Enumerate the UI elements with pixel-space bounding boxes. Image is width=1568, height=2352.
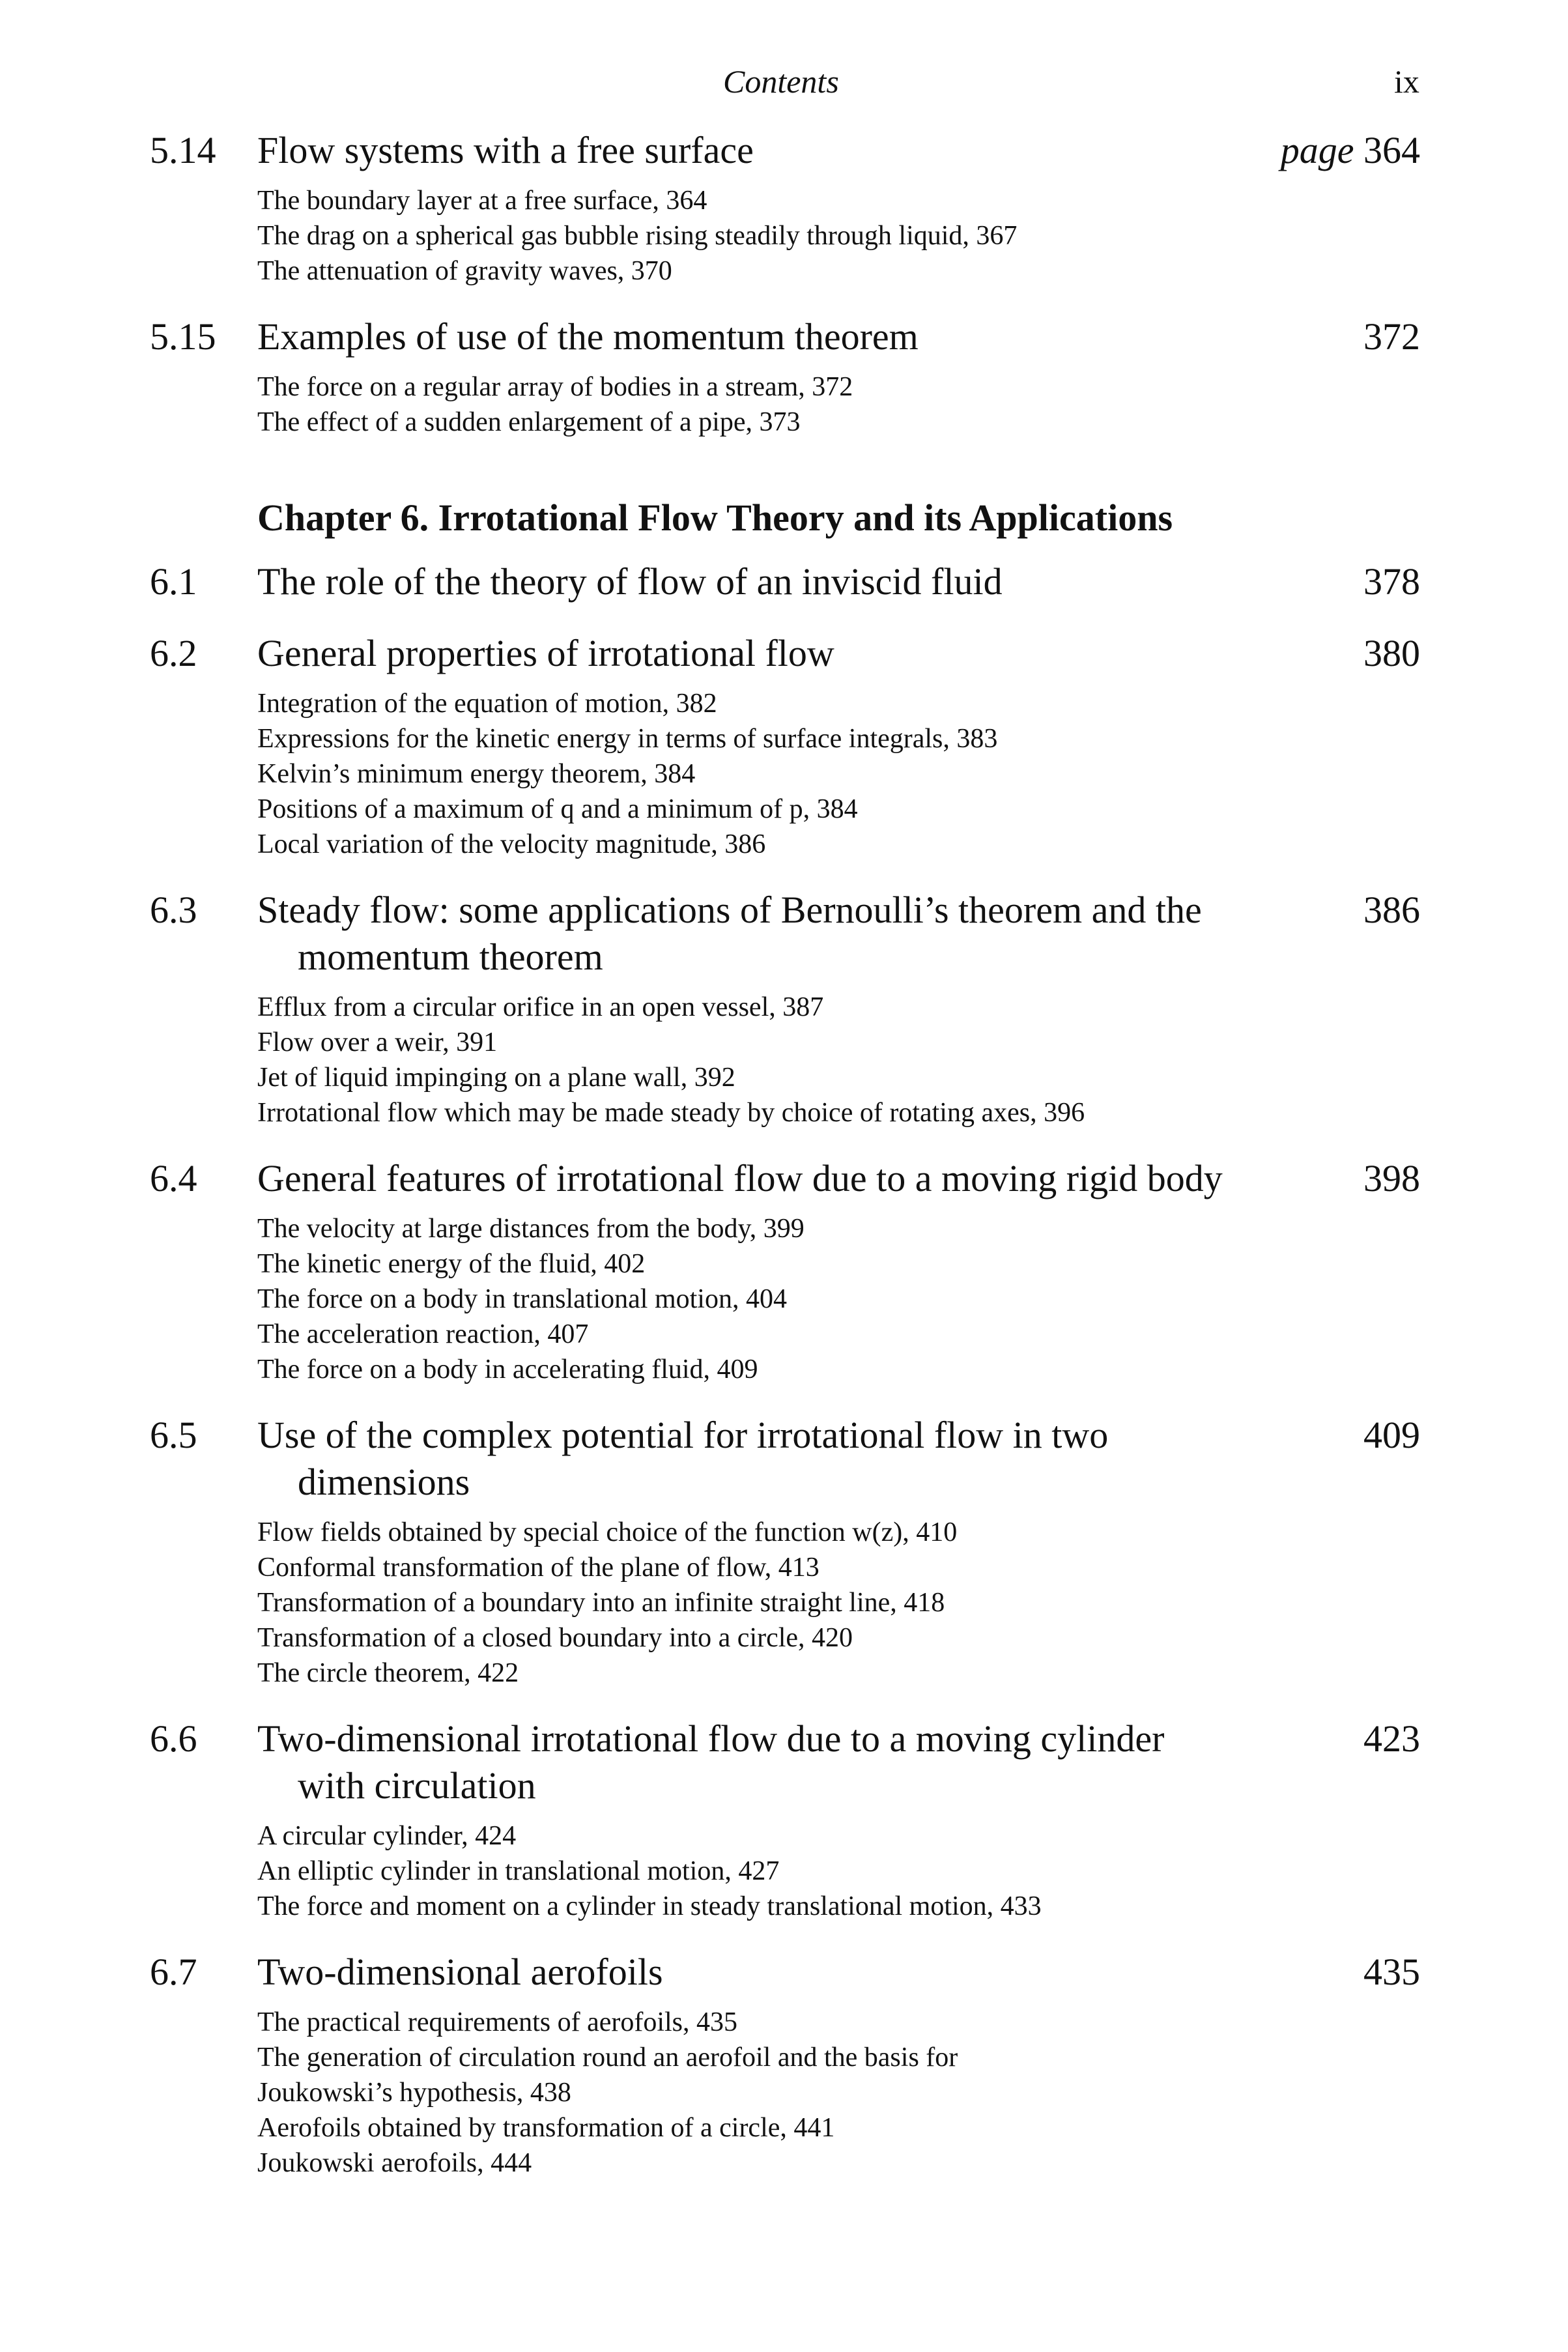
- subsection-entry: Expressions for the kinetic energy in terms of surface integrals, 383: [257, 724, 998, 754]
- subsection-entry: Aerofoils obtained by transformation of a circle, 441: [257, 2113, 835, 2143]
- toc-section: [150, 1155, 1420, 1387]
- toc-section: [150, 558, 1420, 605]
- section-heading-row: [150, 1412, 1420, 1506]
- section-title: [257, 1412, 1363, 1506]
- subsection-entry: Transformation of a closed boundary into a circle, 420: [257, 1623, 853, 1653]
- subsection-list: [257, 1211, 1420, 1387]
- section-number: 6.1: [150, 560, 197, 603]
- section-number: 5.15: [150, 315, 216, 358]
- subsection-list: [257, 1818, 1420, 1924]
- section-page-number: 423: [1363, 1717, 1420, 1760]
- section-title: [257, 1715, 1363, 1809]
- subsection-entry: Jet of liquid impinging on a plane wall, 392: [257, 1063, 735, 1093]
- subsection-entry: The practical requirements of aerofoils, 435: [257, 2007, 738, 2037]
- subsection-entry: The effect of a sudden enlargement of a pipe, 373: [257, 407, 801, 437]
- section-page-number: 386: [1363, 889, 1420, 931]
- section-title-text: General features of irrotational flow due to a moving rigid body: [257, 1157, 1223, 1199]
- section-number: 6.7: [150, 1951, 197, 1993]
- section-title-text: Flow systems with a free surface: [257, 129, 754, 171]
- subsection-entry: The acceleration reaction, 407: [257, 1319, 589, 1349]
- subsection-entry: Flow fields obtained by special choice of the function w(z), 410: [257, 1517, 958, 1547]
- section-page-number: 409: [1363, 1414, 1420, 1456]
- section-page-number: 380: [1363, 632, 1420, 674]
- section-title-text: Use of the complex potential for irrotational flow in two: [257, 1414, 1109, 1456]
- section-page: [1363, 1155, 1420, 1202]
- section-heading-row: [150, 1715, 1420, 1809]
- section-page-number: 372: [1363, 315, 1420, 358]
- section-title-text: Steady flow: some applications of Bernoulli’s theorem and the: [257, 889, 1202, 931]
- section-title-text: Examples of use of the momentum theorem: [257, 315, 919, 358]
- section-page: [1281, 127, 1420, 174]
- subsection-entry: The circle theorem, 422: [257, 1658, 519, 1688]
- section-title-text: Two-dimensional aerofoils: [257, 1951, 663, 1993]
- section-number: 6.5: [150, 1414, 197, 1456]
- subsection-entry: Joukowski aerofoils, 444: [257, 2148, 532, 2178]
- subsection-entry: The force on a body in translational motion, 404: [257, 1284, 787, 1314]
- toc-section: [150, 127, 1420, 289]
- subsection-list: [257, 183, 1420, 289]
- subsection-entry: Local variation of the velocity magnitude, 386: [257, 829, 766, 859]
- section-title-text: Two-dimensional irrotational flow due to a moving cylinder: [257, 1717, 1165, 1760]
- subsection-entry: Integration of the equation of motion, 382: [257, 689, 717, 719]
- toc-section: [150, 313, 1420, 440]
- chapter-heading: Chapter 6. Irrotational Flow Theory and its Applications: [257, 496, 1173, 539]
- subsection-list: [257, 686, 1420, 862]
- section-page-number: 398: [1363, 1157, 1420, 1199]
- toc-section: [150, 1715, 1420, 1924]
- toc-section: [150, 630, 1420, 862]
- section-page: [1363, 1412, 1420, 1459]
- subsection-entry: The kinetic energy of the fluid, 402: [257, 1249, 646, 1279]
- section-title-continued: momentum theorem: [298, 936, 603, 978]
- section-heading-row: [150, 127, 1420, 174]
- section-heading-row: [150, 630, 1420, 677]
- subsection-entry: The force and moment on a cylinder in steady translational motion, 433: [257, 1891, 1042, 1921]
- subsection-list: [257, 990, 1420, 1130]
- section-number: 6.4: [150, 1157, 197, 1199]
- table-of-contents: [150, 127, 1420, 2181]
- section-title-continued: dimensions: [298, 1461, 470, 1503]
- subsection-entry: Irrotational flow which may be made steady by choice of rotating axes, 396: [257, 1098, 1085, 1128]
- section-page-number: 435: [1363, 1951, 1420, 1993]
- subsection-entry: The attenuation of gravity waves, 370: [257, 256, 672, 286]
- running-title: Contents: [723, 63, 839, 100]
- section-title: [257, 313, 1363, 360]
- section-title: [257, 127, 1281, 174]
- subsection-list: [257, 2005, 1420, 2181]
- subsection-entry: The velocity at large distances from the body, 399: [257, 1214, 805, 1244]
- section-page: [1363, 1715, 1420, 1762]
- section-heading-row: [150, 558, 1420, 605]
- subsection-list: [257, 1515, 1420, 1691]
- running-page-number: ix: [1394, 63, 1419, 100]
- section-heading-row: [150, 887, 1420, 981]
- subsection-entry: Kelvin’s minimum energy theorem, 384: [257, 759, 696, 789]
- section-title: [257, 887, 1363, 981]
- section-title: [257, 1949, 1363, 1996]
- subsection-entry: Flow over a weir, 391: [257, 1027, 498, 1057]
- section-page: [1363, 558, 1420, 605]
- section-page: [1363, 887, 1420, 934]
- section-number: 6.6: [150, 1717, 197, 1760]
- subsection-entry: Joukowski’s hypothesis, 438: [257, 2078, 571, 2108]
- subsection-entry: Positions of a maximum of q and a minimum of p, 384: [257, 794, 858, 824]
- section-heading-row: [150, 1949, 1420, 1996]
- subsection-entry: The boundary layer at a free surface, 364: [257, 186, 707, 216]
- section-title: [257, 558, 1363, 605]
- section-heading-row: [150, 313, 1420, 360]
- subsection-entry: Conformal transformation of the plane of flow, 413: [257, 1553, 820, 1583]
- section-title: [257, 630, 1363, 677]
- section-number: 6.3: [150, 889, 197, 931]
- subsection-list: [257, 369, 1420, 440]
- section-title-continued: with circulation: [298, 1764, 536, 1807]
- subsection-entry: Transformation of a boundary into an infinite straight line, 418: [257, 1588, 945, 1618]
- subsection-entry: A circular cylinder, 424: [257, 1821, 517, 1851]
- subsection-entry: The force on a body in accelerating fluid, 409: [257, 1355, 758, 1384]
- section-title-text: General properties of irrotational flow: [257, 632, 834, 674]
- toc-section: [150, 887, 1420, 1130]
- section-title: [257, 1155, 1363, 1202]
- section-heading-row: [150, 1155, 1420, 1202]
- section-page: [1363, 1949, 1420, 1996]
- section-title-text: The role of the theory of flow of an inviscid fluid: [257, 560, 1003, 603]
- subsection-entry: The generation of circulation round an aerofoil and the basis for: [257, 2043, 958, 2072]
- subsection-entry: An elliptic cylinder in translational motion, 427: [257, 1856, 780, 1886]
- running-head: [0, 63, 1568, 115]
- page-word: page: [1280, 129, 1354, 171]
- section-number: 6.2: [150, 632, 197, 674]
- toc-section: [150, 1949, 1420, 2181]
- section-page: [1363, 313, 1420, 360]
- subsection-entry: The force on a regular array of bodies in a stream, 372: [257, 372, 853, 402]
- subsection-entry: Efflux from a circular orifice in an open vessel, 387: [257, 992, 824, 1022]
- section-page-number: 364: [1363, 129, 1420, 171]
- section-number: 5.14: [150, 129, 216, 171]
- section-page-number: 378: [1363, 560, 1420, 603]
- toc-section: [150, 1412, 1420, 1691]
- section-page: [1363, 630, 1420, 677]
- subsection-entry: The drag on a spherical gas bubble rising steadily through liquid, 367: [257, 221, 1018, 251]
